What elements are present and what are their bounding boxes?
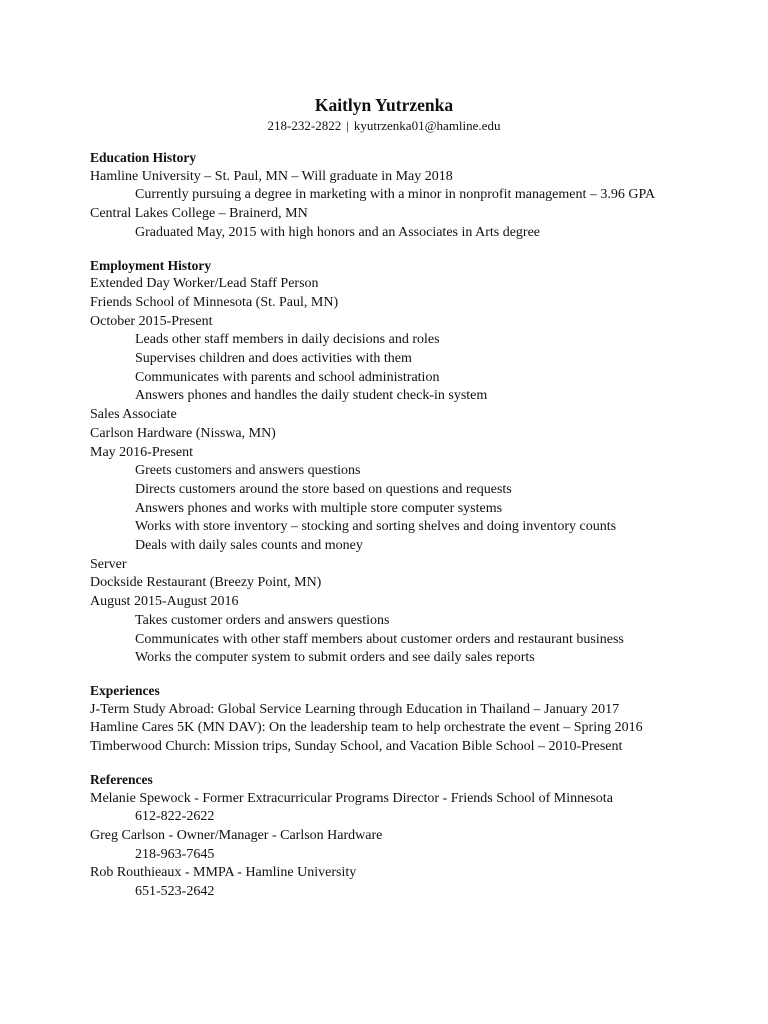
experiences-section [90, 682, 768, 757]
job-entry [90, 556, 768, 668]
job-position: Extended Day Worker/Lead Staff Person [90, 276, 319, 292]
candidate-name: Kaitlyn Yutrzenka [314, 95, 454, 115]
job-duty: Answers phones and handles the daily student check-in system [135, 388, 488, 404]
reference-phone: 651-523-2642 [135, 884, 215, 900]
email-address: kyutrzenka01@hamline.edu [353, 118, 501, 133]
job-duty: Directs customers around the store based on questions and requests [135, 481, 512, 497]
reference-phone: 218-963-7645 [135, 846, 215, 862]
experience-item: Hamline Cares 5K (MN DAV): On the leadership team to help orchestrate the event – Spring 2016 [90, 720, 643, 736]
job-employer: Dockside Restaurant (Breezy Point, MN) [90, 575, 322, 591]
job-employer: Friends School of Minnesota (St. Paul, MN) [90, 294, 339, 310]
section-heading-references: References [90, 771, 153, 787]
experience-item: Timberwood Church: Mission trips, Sunday School, and Vacation Bible School – 2010-Present [90, 739, 623, 755]
education-entry-title: Central Lakes College – Brainerd, MN [90, 206, 308, 222]
section-heading-education: Education History [90, 150, 197, 165]
job-duty: Answers phones and works with multiple store computer systems [135, 500, 503, 516]
job-entry [90, 406, 768, 556]
experience-item: J-Term Study Abroad: Global Service Learning through Education in Thailand – January 2017 [90, 701, 620, 717]
reference-info: Melanie Spewock - Former Extracurricular Programs Director - Friends School of Minnesota [90, 790, 613, 806]
job-dates: October 2015-Present [90, 313, 213, 329]
reference-phone: 612-822-2622 [135, 809, 215, 825]
job-dates: August 2015-August 2016 [90, 594, 239, 610]
resume-header [90, 94, 768, 135]
education-entry-detail: Graduated May, 2015 with high honors and an Associates in Arts degree [135, 224, 541, 240]
job-dates: May 2016-Present [90, 444, 194, 460]
phone-number: 218-232-2822 [267, 118, 342, 133]
job-duty: Works with store inventory – stocking and sorting shelves and doing inventory counts [135, 519, 617, 535]
employment-section [90, 257, 768, 668]
contact-separator: | [346, 118, 349, 133]
job-position: Sales Associate [90, 407, 177, 423]
job-duty: Communicates with other staff members about customer orders and restaurant business [135, 631, 624, 647]
job-duty: Leads other staff members in daily decisions and roles [135, 332, 440, 348]
section-heading-experiences: Experiences [90, 682, 160, 698]
job-employer: Carlson Hardware (Nisswa, MN) [90, 425, 276, 441]
reference-info: Rob Routhieaux - MMPA - Hamline University [90, 865, 357, 881]
job-duty: Communicates with parents and school administration [135, 369, 440, 385]
job-duty: Greets customers and answers questions [135, 463, 361, 479]
job-duty: Supervises children and does activities with them [135, 351, 412, 367]
education-entry-title: Hamline University – St. Paul, MN – Will graduate in May 2018 [90, 168, 453, 184]
job-position: Server [90, 556, 127, 572]
education-entry-detail: Currently pursuing a degree in marketing with a minor in nonprofit management – 3.96 GPA [135, 187, 656, 203]
job-duty: Deals with daily sales counts and money [135, 538, 363, 554]
contact-line [90, 117, 678, 135]
education-section [90, 149, 768, 243]
job-duty: Works the computer system to submit orders and see daily sales reports [135, 650, 535, 666]
job-entry [90, 275, 768, 406]
section-heading-employment: Employment History [90, 257, 212, 273]
references-section [90, 771, 768, 902]
job-duty: Takes customer orders and answers questions [135, 612, 390, 628]
reference-info: Greg Carlson - Owner/Manager - Carlson Hardware [90, 827, 383, 843]
